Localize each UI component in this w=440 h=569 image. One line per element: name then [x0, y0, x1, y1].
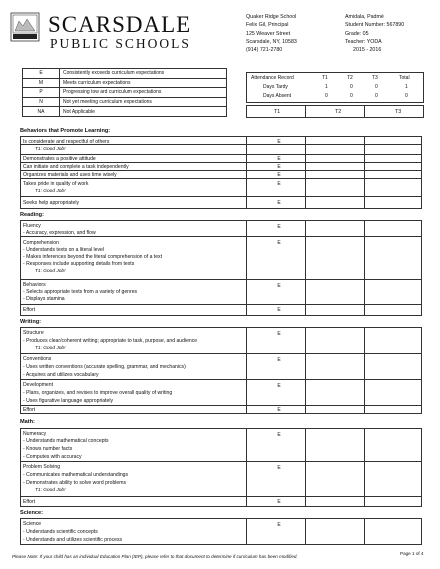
behaviors-block [20, 136, 422, 209]
column-line [305, 220, 306, 316]
divider [20, 405, 422, 406]
reading-item: Comprehension [23, 240, 59, 246]
page-number: Page 1 of 4 [400, 551, 424, 556]
student-name: Amidala, Padmé [345, 14, 384, 20]
writing-detail: - Acquires and utilizes vocabulary [23, 372, 99, 378]
reading-detail: - Accuracy, expression, and flow [23, 230, 96, 236]
reading-detail: - Responses include supporting details from texts [23, 261, 135, 267]
column-line [305, 518, 306, 545]
grade-t1: E [277, 224, 281, 230]
math-item: Problem Solving [23, 464, 61, 470]
writing-item: Conventions [23, 356, 52, 362]
science-item: Science [23, 521, 42, 527]
reading-detail: - Selects appropriate texts from a variety of genres [23, 289, 138, 295]
attendance-col: T2 [347, 75, 353, 81]
math-item: Numeracy [23, 431, 47, 437]
teacher-comment: T1: Good Job! [35, 147, 66, 152]
grade-t1: E [277, 200, 281, 206]
school-address [246, 13, 297, 54]
student-number: Student Number: 567890 [345, 22, 405, 29]
legend-row: P Progressing tow ard curriculum expectations [23, 88, 227, 98]
divider [20, 279, 422, 280]
attendance-col: T3 [372, 75, 378, 81]
column-line [305, 428, 306, 507]
writing-item: Development [23, 382, 54, 388]
science-detail: - Understands scientific concepts [23, 529, 98, 535]
legend-row: NA Not Applicable [23, 107, 227, 117]
grading-legend [22, 68, 227, 117]
divider [20, 154, 422, 155]
attendance-row-label: Days Tardy [263, 84, 288, 90]
writing-block [20, 327, 422, 414]
math-item: Effort [23, 499, 36, 505]
section-reading: Reading: [20, 212, 44, 218]
behavior-item: Can initiate and complete a task independently [23, 164, 129, 170]
column-line [364, 136, 365, 209]
divider [20, 461, 422, 462]
teacher-comment: T1: Good Job! [35, 346, 66, 351]
grade-t1: E [277, 383, 281, 389]
student-info [345, 13, 404, 54]
divider [20, 144, 422, 145]
attendance-value: 1 [325, 84, 328, 90]
attendance-col: Total [399, 75, 410, 81]
grade-t1: E [277, 156, 281, 162]
column-line [246, 518, 247, 545]
divider [20, 353, 422, 354]
column-line [305, 136, 306, 209]
divider [305, 106, 306, 117]
legend-row: E Consistently exceeds curriculum expectations [23, 69, 227, 79]
behavior-item: Is considerate and respectful of others [23, 139, 110, 145]
reading-item: Fluency [23, 223, 41, 229]
school-phone: (914) 721-2780 [246, 47, 283, 54]
science-detail: - Understands and utilizes scientific process [23, 537, 123, 543]
grade-t1: E [277, 465, 281, 471]
school-name: Quaker Ridge School [246, 14, 297, 20]
column-line [246, 220, 247, 316]
attendance-record [246, 72, 424, 103]
column-line [246, 136, 247, 209]
term-label: T3 [395, 108, 402, 115]
reading-detail: - Makes inferences beyond the literal comprehension of a text [23, 254, 163, 260]
divider [20, 178, 422, 179]
legend-row: M Meets curriculum expectations [23, 78, 227, 88]
school-street: 125 Weaver Street [246, 30, 291, 37]
section-writing: Writing: [20, 319, 42, 325]
term-label: T1 [274, 108, 281, 115]
column-line [364, 518, 365, 545]
term-label: T2 [335, 108, 342, 115]
divider [20, 379, 422, 380]
behavior-item: Demonstrates a positive attitude [23, 156, 96, 162]
grade-t1: E [277, 357, 281, 363]
behavior-item: Seeks help appropriately [23, 200, 80, 206]
attendance-value: 0 [350, 93, 353, 99]
column-line [364, 220, 365, 316]
grade-t1: E [277, 139, 281, 145]
grade-t1: E [277, 172, 281, 178]
math-detail: - Understands mathematical concepts [23, 438, 109, 444]
grade-t1: E [277, 181, 281, 187]
grade-t1: E [277, 283, 281, 289]
school-city: Scarsdale, NY, 10583 [246, 38, 297, 45]
teacher-comment: T1: Good Job! [35, 269, 66, 274]
grade-t1: E [277, 240, 281, 246]
attendance-row-label: Days Absent [263, 93, 292, 99]
writing-detail: - Uses written conventions (accurate spelling, grammar, and mechanics) [23, 364, 186, 370]
grade-t1: E [277, 432, 281, 438]
math-detail: - Demonstrates ability to solve word problems [23, 480, 127, 486]
reading-item: Effort [23, 307, 36, 313]
writing-item: Effort [23, 407, 36, 413]
science-block [20, 518, 422, 545]
column-line [305, 327, 306, 414]
iep-note: Please Note: If your child has an individual Education Plan (IEP), please refer to that document to determine if curriculum has been modified. [12, 554, 298, 559]
column-line [364, 428, 365, 507]
divider [20, 196, 422, 197]
grade-t1: E [277, 499, 281, 505]
legend-row: N Not yet meeting curriculum expectations [23, 97, 227, 107]
column-line [246, 327, 247, 414]
grade-t1: E [277, 307, 281, 313]
logo-scarsdale: SCARSDALE [48, 12, 192, 37]
writing-item: Structure [23, 330, 44, 336]
divider [20, 496, 422, 497]
term-header [246, 105, 424, 118]
district-seal-icon [10, 12, 40, 42]
column-line [364, 327, 365, 414]
teacher-comment: T1: Good Job! [35, 189, 66, 194]
divider [20, 304, 422, 305]
attendance-value: 0 [350, 84, 353, 90]
writing-detail: - Produces clear/coherent writing; appropriate to task, purpose, and audience [23, 338, 198, 344]
grade-t1: E [277, 164, 281, 170]
reading-item: Behaviors [23, 282, 46, 288]
attendance-title: Attendance Record [251, 75, 294, 81]
divider [20, 236, 422, 237]
behavior-item: Organizes materials and uses time wisely [23, 172, 117, 178]
reading-detail: - Understands texts on a literal level [23, 247, 104, 253]
writing-detail: - Plans, organizes, and revises to improve overall quality of writing [23, 390, 173, 396]
reading-block [20, 220, 422, 316]
attendance-value: 0 [325, 93, 328, 99]
student-grade: Grade: 05 [345, 30, 369, 37]
logo-public-schools: PUBLIC SCHOOLS [50, 36, 191, 51]
divider [20, 162, 422, 163]
grade-t1: E [277, 522, 281, 528]
section-math: Math: [20, 419, 35, 425]
grade-t1: E [277, 407, 281, 413]
section-behaviors: Behaviors that Promote Learning: [20, 128, 111, 134]
attendance-col: T1 [322, 75, 328, 81]
behavior-item: Takes pride in quality of work [23, 181, 89, 187]
attendance-value: 0 [375, 93, 378, 99]
attendance-value: 1 [405, 84, 408, 90]
math-detail: - Communicates mathematical understandings [23, 472, 129, 478]
math-detail: - Computes with accuracy [23, 454, 82, 460]
divider [364, 106, 365, 117]
attendance-value: 0 [375, 84, 378, 90]
section-science: Science: [20, 510, 44, 516]
math-detail: - Knows number facts [23, 446, 73, 452]
writing-detail: - Uses figurative language appropriately [23, 398, 114, 404]
grade-t1: E [277, 331, 281, 337]
column-line [246, 428, 247, 507]
school-year: 2015 - 2016 [353, 47, 382, 54]
teacher-comment: T1: Good Job! [35, 488, 66, 493]
reading-detail: - Displays stamina [23, 296, 65, 302]
attendance-value: 0 [405, 93, 408, 99]
student-teacher: Teacher: YODA [345, 38, 382, 45]
principal-name: Felix Gil, Principal [246, 22, 289, 29]
divider [20, 170, 422, 171]
